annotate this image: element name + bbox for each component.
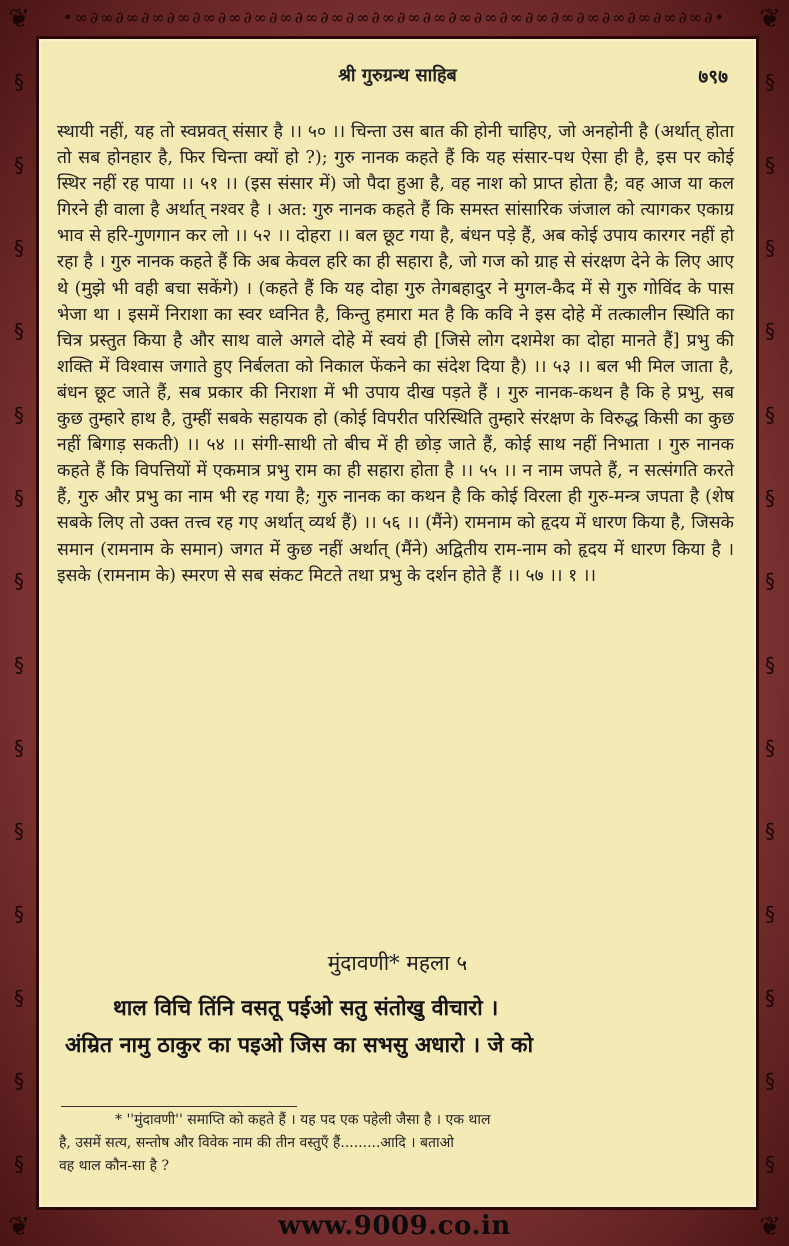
verse-line: थाल विचि तिंनि वसतू पईओ सतु संतोखु वीचारो । xyxy=(113,996,499,1021)
corner-ornament-icon: ❦ xyxy=(8,1212,30,1242)
corner-ornament-icon: ❦ xyxy=(759,4,781,34)
page-header xyxy=(39,63,756,91)
left-ornament-border: § § § § § § § § § § § § § § xyxy=(14,69,24,1177)
commentary-paragraph: स्थायी नहीं, यह तो स्वप्नवत् संसार है ।। ५० ।। चिन्ता उस बात की होनी चाहिए, जो अनहोनी है (अर्थात् होता तो सब होनहार है, फिर चिन्ता क्यों हो ?); गुरु नानक कहते हैं कि यह संसार-पथ ऐसा ही है, इस पर कोई स्थिर नहीं रह पाया ।। ५१ ।। (इस संसार में) जो पैदा हुआ है, वह नाश को प्राप्त होता है; वह आज या कल गिरने ही वाला है अर्थात् नश्वर है । अत: गुरु नानक कहते हैं कि समस्त सांसारिक जंजाल को त्यागकर एकाग्र भाव से हरि-गुणगान कर लो ।। ५२ ।। दोहरा ।। बल छूट गया है, बंधन पड़े हैं, अब कोई उपाय कारगर नहीं हो रहा है । गुरु नानक कहते हैं कि अब केवल हरि का ही सहारा है, जो गज को ग्राह से संरक्षण देने के लिए आए थे (मुझे भी वही बचा सकेंगे) । (कहते हैं कि यह दोहा गुरु तेगबहादुर ने मुगल-कैद में से गुरु गोविंद के पास भेजा था । इसमें निराशा का स्वर ध्वनित है, किन्तु हमारा मत है कि कवि ने इस दोहे में तत्कालीन स्थिति का चित्र प्रस्तुत किया है और साथ वाले अगले दोहे में स्वयं ही [जिसे लोग दशमेश का दोहा मानते हैं] प्रभु की शक्ति में विश्वास जगाते हुए निर्बलता को निकाल फेंकने का संदेश दिया है) ।। ५३ ।। बल भी मिल जाता है, बंधन छूट जाते हैं, सब प्रकार की निराशा में भी उपाय दीख पड़ते हैं । गुरु नानक-कथन है कि हे प्रभु, सब कुछ तुम्हारे हाथ है, तुम्हीं सबके सहायक हो (कोई विपरीत परिस्थिति तुम्हारे संरक्षण के विरुद्ध किसी का कुछ नहीं बिगाड़ सकती) ।। ५४ ।। संगी-साथी तो बीच में ही छोड़ जाते हैं, कोई साथ नहीं निभाता । गुरु नानक कहते हैं कि विपत्तियों में एकमात्र प्रभु राम का ही सहारा होता है ।। ५५ ।। न नाम जपते हैं, न सत्संगति करते हैं, गुरु और प्रभु का नाम भी रह गया है; गुरु नानक का कथन है कि कोई विरला ही गुरु-मन्त्र जपता है (शेष सबके लिए तो उक्त तत्त्व रह गए अर्थात् व्यर्थ हैं) ।। ५६ ।। (मैंने) रामनाम को हृदय में धारण किया है, जिसके समान (रामनाम के समान) जगत में कुछ नहीं अर्थात् (मैंने) अद्वितीय राम-नाम को हृदय में धारण किया है । इसके (रामनाम के) स्मरण से सब संकट मिटते तथा प्रभु के दर्शन होते हैं ।। ५७ ।। १ ।। xyxy=(57,122,735,586)
page-number: ७९७ xyxy=(698,66,728,88)
right-ornament-border: § § § § § § § § § § § § § § xyxy=(765,69,775,1177)
page-title: श्री गुरुग्रन्थ साहिब xyxy=(338,65,457,86)
book-page xyxy=(36,36,759,1210)
site-watermark: www.9009.co.in xyxy=(278,1211,511,1241)
verse-block xyxy=(65,990,732,1064)
section-heading: मुंदावणी* महला ५ xyxy=(327,951,468,975)
footnote-line: वह थाल कौन-सा है ? xyxy=(59,1158,169,1174)
corner-ornament-icon: ❦ xyxy=(8,4,30,34)
verse-line: अंम्रित नामु ठाकुर का पइओ जिस का सभसु अधारो । जे को xyxy=(65,1033,534,1058)
footnote xyxy=(59,1109,728,1178)
footnote-divider xyxy=(61,1106,297,1107)
commentary-text xyxy=(57,119,734,589)
top-ornament-border: •∞∂∞∂∞∂∞∂∞∂∞∂∞∂∞∂∞∂∞∂∞∂∞∂∞∂∞∂∞∂∞∂∞∂∞∂∞∂∞∂∞∂∞∂∞∂∞∂∞∂• xyxy=(63,7,726,27)
footnote-line: * ''मुंदावणी'' समाप्ति को कहते हैं । यह पद एक पहेली जैसा है । एक थाल xyxy=(115,1112,491,1128)
corner-ornament-icon: ❦ xyxy=(759,1212,781,1242)
footnote-line: है, उसमें सत्य, सन्तोष और विवेक नाम की तीन वस्तुएँ हैं.........आदि । बताओ xyxy=(59,1135,454,1151)
